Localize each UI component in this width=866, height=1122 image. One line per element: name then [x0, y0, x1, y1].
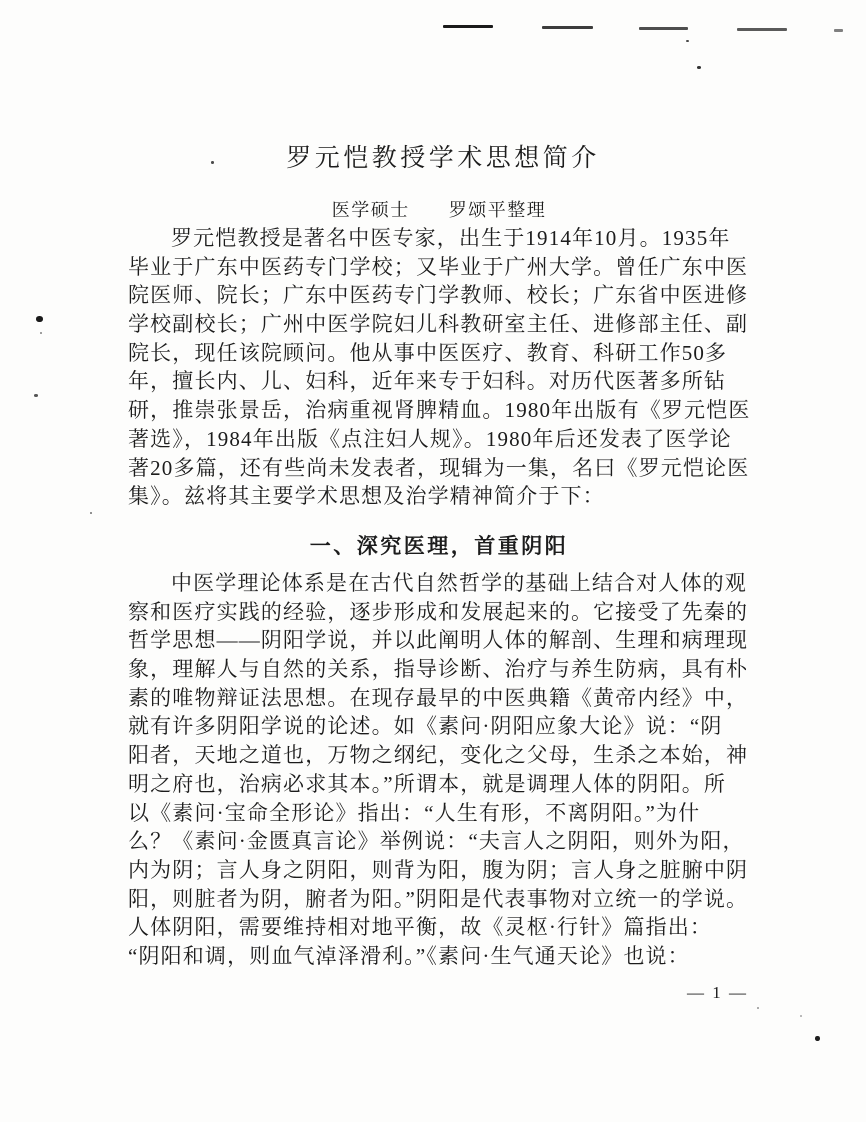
text-line: 毕业于广东中医药专门学校；又毕业于广州大学。曾任广东中医 — [128, 254, 749, 279]
text-line: 察和医疗实践的经验，逐步形成和发展起来的。它接受了先秦的 — [128, 599, 749, 624]
ink-speck — [800, 1015, 802, 1017]
ink-speck — [90, 512, 92, 514]
text-line: 年，擅长内、儿、妇科，近年来专于妇科。对历代医著多所钻 — [128, 369, 727, 394]
article-title: 罗元恺教授学术思想简介 — [286, 145, 600, 172]
text-line: 院长，现任该院顾问。他从事中医医疗、教育、科研工作50多 — [128, 340, 728, 365]
text-line: 么？《素问·金匮真言论》举例说：“夫言人之阴阳，则外为阳， — [128, 829, 745, 854]
article-byline: 医学硕士 罗颂平整理 — [331, 200, 547, 220]
text-line: 研，推崇张景岳，治病重视肾脾精血。1980年出版有《罗元恺医 — [128, 398, 751, 423]
text-line: 集》。兹将其主要学术思想及治学精神简介于下： — [128, 484, 605, 509]
body-paragraph — [128, 569, 750, 971]
text-line: 哲学思想——阴阳学说，并以此阐明人体的解剖、生理和病理现 — [128, 628, 749, 653]
intro-paragraph — [128, 224, 750, 511]
ink-speck — [36, 316, 43, 322]
scan-artifact-dash — [834, 29, 843, 32]
text-line: 明之府也，治病必求其本。”所谓本，就是调理人体的阴阳。所 — [128, 771, 727, 796]
text-line: 著20多篇，还有些尚未发表者，现辑为一集，名曰《罗元恺论医 — [128, 455, 750, 480]
text-line: 著选》，1984年出版《点注妇人规》。1980年后还发表了医学论 — [128, 426, 732, 451]
scan-artifact-dash — [443, 25, 493, 28]
ink-speck — [40, 332, 42, 334]
text-line: 以《素问·宝命全形论》指出：“人生有形，不离阴阳。”为什 — [128, 800, 701, 825]
text-line: 学校副校长；广州中医学院妇儿科教研室主任、进修部主任、副 — [128, 312, 749, 337]
text-line: 院医师、院长；广东中医药专门学教师、校长；广东省中医进修 — [128, 283, 749, 308]
text-line: 阳，则脏者为阴，腑者为阳。”阴阳是代表事物对立统一的学说。 — [128, 886, 749, 911]
text-line: “阴阳和调，则血气淖泽滑利。”《素问·生气通天论》也说： — [128, 943, 690, 968]
scan-artifact-dash — [639, 27, 688, 30]
scan-artifact-dash — [542, 26, 593, 29]
ink-speck — [697, 66, 701, 69]
text-line: 阳者，天地之道也，万物之纲纪，变化之父母，生杀之本始，神 — [128, 743, 749, 768]
text-line: 罗元恺教授是著名中医专家，出生于1914年10月。1935年 — [171, 226, 731, 250]
text-line: 素的唯物辩证法思想。在现存最早的中医典籍《黄帝内经》中， — [128, 685, 749, 710]
text-line: 人体阴阳，需要维持相对地平衡，故《灵枢·行针》篇指出： — [128, 915, 713, 940]
page-number: — 1 — — [687, 983, 748, 1002]
ink-speck — [686, 40, 689, 42]
text-line: 象，理解人与自然的关系，指导诊断、治疗与养生防病，具有朴 — [128, 657, 749, 682]
ink-speck — [757, 1007, 759, 1009]
section-heading: 一、深究医理，首重阴阳 — [309, 534, 569, 558]
text-line: 中医学理论体系是在古代自然哲学的基础上结合对人体的观 — [171, 571, 747, 595]
text-line: 内为阴；言人身之阴阳，则背为阳，腹为阴；言人身之脏腑中阴 — [128, 857, 749, 882]
ink-speck — [34, 394, 38, 397]
text-line: 就有许多阴阳学说的论述。如《素问·阴阳应象大论》说：“阴 — [128, 714, 723, 739]
ink-speck — [815, 1036, 820, 1041]
scan-artifact-dash — [737, 28, 787, 31]
